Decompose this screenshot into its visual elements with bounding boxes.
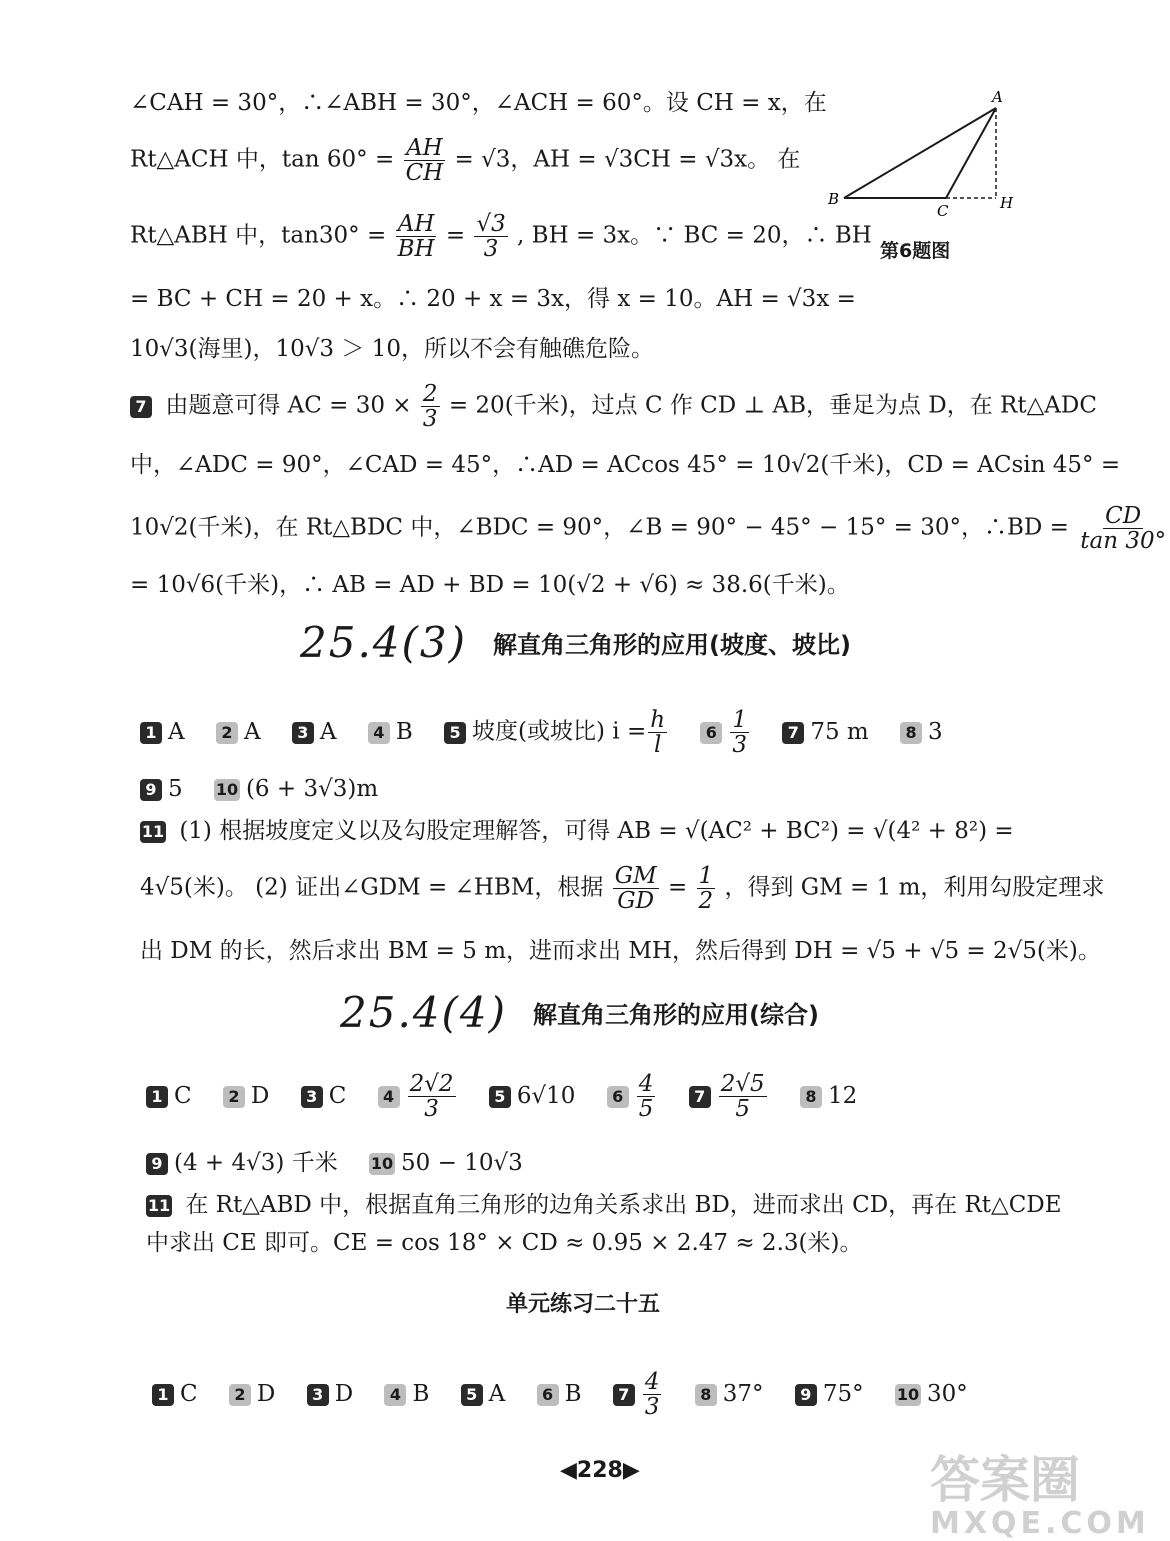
sec2-q11-line-2: 中求出 CE 即可。CE = cos 18° × CD ≈ 0.95 × 2.47 ≈ 2.3(米)。 <box>146 1230 863 1256</box>
question-number-badge: 7 <box>782 722 804 744</box>
question-number-badge: 9 <box>795 1384 817 1406</box>
watermark-logo: 答案圈 MXQE.COM <box>930 1451 1150 1541</box>
q6-line-5: 10√3(海里)，10√3 ＞ 10，所以不会有触礁危险。 <box>130 336 654 362</box>
question-number-badge: 3 <box>301 1086 323 1108</box>
question-number-badge: 5 <box>461 1384 483 1406</box>
question-number-badge: 1 <box>146 1086 168 1108</box>
answer-value: 5 <box>168 776 183 802</box>
fraction-part: GD <box>617 888 655 915</box>
fraction-part: 2 <box>698 888 714 915</box>
question-number-badge: 9 <box>140 779 162 801</box>
answer-value: A <box>488 1380 506 1407</box>
answer-value: B <box>564 1380 582 1407</box>
answer-item <box>489 1083 576 1111</box>
fraction-part: 3 <box>732 732 748 759</box>
question-number-badge: 9 <box>146 1153 168 1175</box>
question-number-badge: 10 <box>896 1384 920 1404</box>
answer-value: C <box>180 1380 198 1407</box>
answer-value: 50 − 10√3 <box>401 1150 523 1176</box>
answer-item <box>613 1370 664 1419</box>
answer-item <box>216 719 261 747</box>
line-CA <box>946 108 996 198</box>
section-title: 解直角三角形的应用(综合) <box>533 1001 819 1029</box>
fraction-part: √3 <box>476 211 506 237</box>
answer-value: D <box>250 1082 270 1109</box>
point-label-C: C <box>937 202 949 220</box>
answer-row <box>140 708 967 757</box>
fraction-part: 2√2 <box>409 1071 454 1097</box>
question-number-badge: 8 <box>800 1086 822 1108</box>
answer-item <box>900 719 943 747</box>
question-number-badge: 7 <box>689 1086 711 1108</box>
section-number: 25.4(4) <box>340 988 508 1037</box>
answer-row <box>152 1370 992 1419</box>
answer-value: A <box>319 718 337 745</box>
fraction <box>404 136 446 185</box>
q6-line-3-a: Rt△ABH 中，tan30° = <box>130 222 387 249</box>
q6-line-1: ∠CAH = 30°，∴∠ABH = 30°，∠ACH = 60°。设 CH = x，在 <box>130 90 827 116</box>
question-number-badge: 5 <box>489 1086 511 1108</box>
answer-value: B <box>395 718 413 745</box>
answer-item <box>782 719 868 747</box>
answer-item <box>795 1381 864 1409</box>
question-number-badge: 7 <box>613 1384 635 1406</box>
q6-line-2 <box>130 136 800 185</box>
fraction-part: CD <box>1105 503 1142 529</box>
question-number-badge: 6 <box>537 1384 559 1406</box>
answer-item <box>384 1381 429 1409</box>
fraction-part: 2 <box>422 381 438 407</box>
q7-line-3-a: 10√2(千米)，在 Rt△BDC 中，∠BDC = 90°，∠B = 90° − 45° − 15° = 30°，∴BD = <box>130 514 1069 541</box>
answer-item <box>695 1381 764 1409</box>
q7-line-1 <box>130 382 1097 431</box>
answer-item <box>461 1381 506 1409</box>
fraction-part: tan 30° <box>1080 528 1167 555</box>
answer-item <box>229 1381 275 1409</box>
answer-item <box>140 776 183 804</box>
answer-item <box>700 708 751 757</box>
page-number: ◀228▶ <box>560 1458 640 1483</box>
answer-value: (4 + 4√3) 千米 <box>174 1150 338 1176</box>
section-title: 解直角三角形的应用(坡度、坡比) <box>493 631 851 659</box>
question-number-badge: 8 <box>900 722 922 744</box>
equals-sign: = <box>445 222 466 249</box>
answer-value: 6√10 <box>516 1082 576 1109</box>
answer-value: 坡度(或坡比) i = <box>472 718 647 745</box>
answer-item <box>800 1083 857 1111</box>
q6-line-3 <box>130 212 872 261</box>
question-number-badge: 4 <box>384 1384 406 1406</box>
answer-value: 75 m <box>810 718 869 745</box>
fraction-part: 3 <box>644 1394 660 1421</box>
fraction <box>1078 504 1168 553</box>
fraction <box>697 864 716 913</box>
answer-value: D <box>334 1380 354 1407</box>
question-number-badge: 2 <box>223 1086 245 1108</box>
fraction-part: l <box>653 732 662 759</box>
fraction <box>421 382 440 431</box>
fraction-part: 3 <box>422 406 438 433</box>
q7-line-1-b: = 20(千米)，过点 C 作 CD ⊥ AB，垂足为点 D，在 Rt△ADC <box>448 392 1097 419</box>
fraction-part: 1 <box>732 707 748 733</box>
section-heading <box>340 988 819 1037</box>
answer-value: B <box>412 1380 430 1407</box>
q7-line-1-a: 由题意可得 AC = 30 × <box>165 392 412 419</box>
answer-value: 30° <box>926 1380 968 1407</box>
question-number-badge: 7 <box>130 396 152 418</box>
answer-item <box>146 1150 338 1178</box>
answer-value: 3 <box>928 718 943 745</box>
answer-value: D <box>256 1380 276 1407</box>
fraction <box>474 212 507 261</box>
sec2-q11-line-1: 11 在 Rt△ABD 中，根据直角三角形的边角关系求出 BD，进而求出 CD，再在 Rt△CDE <box>147 1192 1062 1218</box>
q7-line-3 <box>130 504 1170 553</box>
question-number-badge: 4 <box>368 722 390 744</box>
fraction-part: AH <box>397 211 435 237</box>
fraction-part: CH <box>405 160 444 187</box>
answer-value: 75° <box>822 1380 864 1407</box>
answer-item <box>307 1381 353 1409</box>
answer-item <box>152 1381 198 1409</box>
answer-value: (6 + 3√3)m <box>245 776 379 802</box>
answer-item <box>146 1083 192 1111</box>
q6-line-2-a: Rt△ACH 中，tan 60° = <box>130 146 395 173</box>
sec1-q11-line-3: 出 DM 的长，然后求出 BM = 5 m，进而求出 MH，然后得到 DH = √5 + √5 = 2√5(米)。 <box>140 938 1101 964</box>
fraction-part: 5 <box>735 1096 750 1123</box>
question-number-badge: 10 <box>215 780 239 799</box>
answer-item <box>895 1381 968 1409</box>
answer-item <box>537 1381 582 1409</box>
answer-row <box>146 1150 547 1178</box>
answer-item <box>140 719 185 747</box>
question-number-badge: 6 <box>607 1086 629 1108</box>
fraction-part: 3 <box>483 236 499 263</box>
question-number-badge: 6 <box>700 722 722 744</box>
answer-value: 37° <box>722 1380 764 1407</box>
fraction-part: 4 <box>644 1369 660 1395</box>
answer-item <box>368 719 413 747</box>
sec1-q11-line-2: 4√5(米)。 (2) 证出∠GDM = ∠HBM，根据 $\frac{GM}{GD}$ = $\frac{1}{2}$ ，得到 GM = 1 m，利用勾股定理求 <box>140 863 1105 915</box>
question-number-badge: 11 <box>147 1196 171 1215</box>
fraction <box>396 212 437 261</box>
section-number: 25.4(3) <box>300 618 468 667</box>
answer-value: 12 <box>827 1082 858 1109</box>
question-number-badge: 2 <box>229 1384 251 1406</box>
answer-item <box>301 1083 347 1111</box>
fraction-part: h <box>650 707 666 733</box>
answer-value: A <box>243 718 261 745</box>
answer-item <box>444 708 669 757</box>
question-number-badge: 2 <box>216 722 238 744</box>
question-number-badge: 5 <box>444 722 466 744</box>
q7-line-2: 中，∠ADC = 90°，∠CAD = 45°，∴AD = ACcos 45° = 10√2(千米)，CD = ACsin 45° = <box>130 452 1121 478</box>
answer-row <box>146 1072 881 1121</box>
unit-title: 单元练习二十五 <box>506 1292 661 1317</box>
line-BA <box>844 108 996 198</box>
answer-item <box>607 1072 658 1121</box>
answer-item <box>369 1150 523 1178</box>
fraction-part: 2√5 <box>720 1071 765 1097</box>
question-number-badge: 10 <box>370 1154 394 1173</box>
question-number-badge: 1 <box>152 1384 174 1406</box>
answer-item <box>689 1072 769 1121</box>
triangle-figure <box>820 84 1030 224</box>
question-number-badge: 8 <box>695 1384 717 1406</box>
answer-row <box>140 776 402 804</box>
question-number-badge: 4 <box>378 1086 400 1108</box>
answer-item <box>292 719 337 747</box>
answer-value: A <box>168 718 185 745</box>
q7-line-4: = 10√6(千米)，∴ AB = AD + BD = 10(√2 + √6) ≈ 38.6(千米)。 <box>130 572 850 598</box>
q6-line-2-b: = √3，AH = √3CH = √3x。 在 <box>454 146 801 173</box>
point-label-H: H <box>1000 194 1014 212</box>
question-number-badge: 3 <box>292 722 314 744</box>
fraction-part: 5 <box>638 1096 654 1123</box>
fraction-part: 1 <box>698 863 714 889</box>
question-number-badge: 3 <box>307 1384 329 1406</box>
point-label-A: A <box>992 88 1003 106</box>
q6-line-3-b: , BH = 3x。∵ BC = 20，∴ BH <box>517 222 872 249</box>
section-heading <box>300 618 851 667</box>
answer-value: C <box>174 1082 192 1109</box>
fraction-part: AH <box>406 135 443 161</box>
fraction-part: 3 <box>424 1096 439 1123</box>
fraction-part: 4 <box>638 1071 654 1097</box>
answer-item <box>223 1083 269 1111</box>
fraction <box>613 864 659 913</box>
point-label-B: B <box>828 190 840 208</box>
sec1-q11-line-1: 11 (1) 根据坡度定义以及勾股定理解答，可得 AB = √(AC² + BC²) = √(4² + 8²) = <box>141 818 1014 844</box>
answer-item <box>214 776 378 804</box>
fraction-part: BH <box>397 236 435 263</box>
fraction-part: GM <box>614 863 657 889</box>
q6-line-4: = BC + CH = 20 + x。∴ 20 + x = 3x，得 x = 10。AH = √3x = <box>130 286 856 312</box>
answer-value: C <box>328 1082 347 1109</box>
figure-caption: 第6题图 <box>880 240 951 262</box>
question-number-badge: 1 <box>140 722 162 744</box>
question-number-badge: 11 <box>141 822 165 841</box>
answer-item <box>378 1072 458 1121</box>
